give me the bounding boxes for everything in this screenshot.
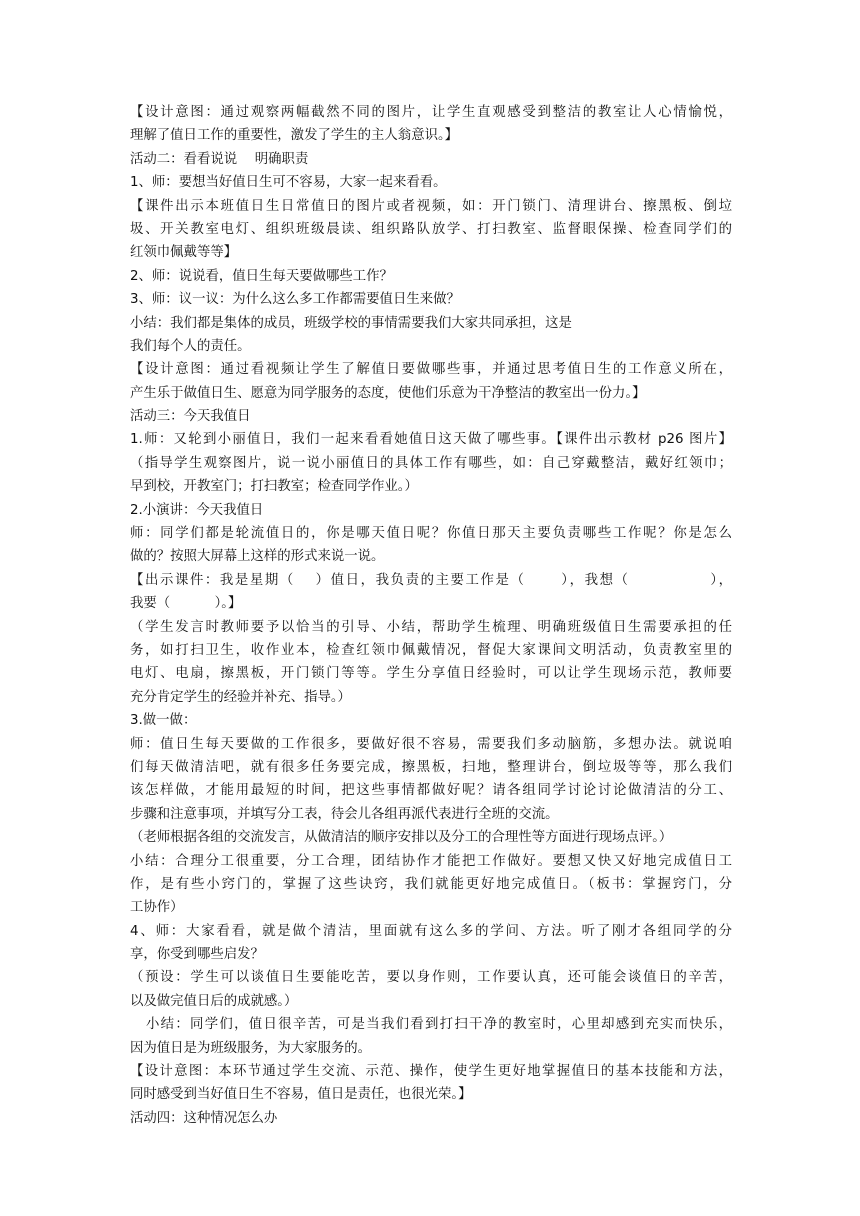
- paragraph-line: 师：同学们都是轮流值日的，你是哪天值日呢？你值日那天主要负责哪些工作呢？你是怎么: [130, 526, 732, 542]
- paragraph-line: 【设计意图：本环节通过学生交流、示范、操作，使学生更好地掌握值日的基本技能和方法，: [130, 1064, 732, 1080]
- paragraph-line: 【课件出示本班值日生日常值日的图片或者视频，如：开门锁门、清理讲台、擦黑板、倒垃: [130, 198, 732, 214]
- paragraph-line: 【设计意图：通过看视频让学生了解值日要做哪些事，并通过思考值日生的工作意义所在，: [130, 362, 732, 378]
- paragraph-line: 我要（ ）。】: [130, 596, 242, 612]
- paragraph-line: （预设：学生可以谈值日生要能吃苦，要以身作则，工作要认真，还可能会谈值日的辛苦，: [130, 970, 732, 986]
- paragraph-line: 早到校，开教室门；打扫教室；检查同学作业。）: [130, 479, 418, 495]
- paragraph-line: 务，如打扫卫生，收作业本，检查红领巾佩戴情况，督促大家课间文明活动，负责教室里的: [130, 642, 732, 658]
- paragraph-line: 我们每个人的责任。: [130, 338, 251, 354]
- document-body: [130, 101, 732, 1130]
- paragraph-line: 做的？按照大屏幕上这样的形式来说一说。: [130, 549, 385, 565]
- paragraph-line: 圾、开关教室电灯、组织班级晨读、组织路队放学、打扫教室、监督眼保操、检查同学们的: [130, 221, 732, 237]
- paragraph-line: 3.做一做：: [130, 713, 197, 729]
- paragraph-line: 小结：合理分工很重要，分工合理，团结协作才能把工作做好。要想又快又好地完成值日工: [130, 853, 732, 869]
- paragraph-line: 2.小演讲：今天我值日: [130, 502, 264, 518]
- paragraph-line: 2、师：说说看，值日生每天要做哪些工作？: [130, 268, 393, 284]
- paragraph-line: 步骤和注意事项，并填写分工表，待会儿各组再派代表进行全班的交流。: [130, 806, 559, 822]
- paragraph-line: 师：值日生每天要做的工作很多，要做好很不容易，需要我们多动脑筋，多想办法。就说咱: [130, 736, 732, 752]
- paragraph-line: 同时感受到当好值日生不容易，值日是责任，也很光荣。】: [130, 1087, 472, 1103]
- paragraph-line: 小结：同学们，值日很辛苦，可是当我们看到打扫干净的教室时，心里却感到充实而快乐，: [146, 1017, 732, 1033]
- paragraph-line: 该怎样做，才能用最短的时间，把这些事情都做好呢？请各组同学讨论讨论做清洁的分工、: [130, 783, 732, 799]
- paragraph-line: 红领巾佩戴等等】: [130, 245, 238, 261]
- paragraph-line: 因为值日是为班级服务，为大家服务的。: [130, 1040, 372, 1056]
- paragraph-line: 充分肯定学生的经验并补充、指导。）: [130, 689, 351, 705]
- paragraph-line: 产生乐于做值日生、愿意为同学服务的态度，使他们乐意为干净整洁的教室出一份力。】: [130, 385, 646, 401]
- paragraph-line: 电灯、电扇，擦黑板，开门锁门等等。学生分享值日经验时，可以让学生现场示范，教师要: [130, 666, 732, 682]
- section-heading: 活动四：这种情况怎么办: [130, 1110, 278, 1126]
- paragraph-line: 作，是有些小窍门的，掌握了这些诀窍，我们就能更好地完成值日。（板书：掌握窍门，分: [130, 876, 732, 892]
- paragraph-line: 【出示课件：我是星期（ ）值日，我负责的主要工作是（ ），我想（ ），: [130, 572, 732, 588]
- paragraph-line: 4、师：大家看看，就是做个清洁，里面就有这么多的学问、方法。听了刚才各组同学的分: [130, 923, 732, 939]
- paragraph-line: 工协作）: [130, 900, 184, 916]
- paragraph-line: 3、师：议一议：为什么这么多工作都需要值日生来做？: [130, 292, 460, 308]
- section-heading: 活动二：看看说说 明确职责: [130, 151, 309, 167]
- paragraph-line: （老师根据各组的交流发言，从做清洁的顺序安排以及分工的合理性等方面进行现场点评。）: [130, 830, 673, 846]
- paragraph-line: 1、师：要想当好值日生可不容易，大家一起来看看。: [130, 175, 447, 191]
- paragraph-line: （指导学生观察图片，说一说小丽值日的具体工作有哪些，如：自己穿戴整洁，戴好红领巾；: [130, 455, 732, 471]
- paragraph-line: 小结：我们都是集体的成员，班级学校的事情需要我们大家共同承担，这是: [130, 315, 572, 331]
- paragraph-line: 享，你受到哪些启发？: [130, 947, 264, 963]
- paragraph-line: 【设计意图：通过观察两幅截然不同的图片，让学生直观感受到整洁的教室让人心情愉悦，: [130, 105, 732, 120]
- paragraph-line: 理解了值日工作的重要性，激发了学生的主人翁意识。】: [130, 128, 459, 144]
- paragraph-line: （学生发言时教师要予以恰当的引导、小结，帮助学生梳理、明确班级值日生需要承担的任: [130, 619, 732, 635]
- paragraph-line: 1.师：又轮到小丽值日，我们一起来看看她值日这天做了哪些事。【课件出示教材 p26 图片】: [130, 432, 732, 448]
- paragraph-line: 们每天做清洁吧，就有很多任务要完成，擦黑板，扫地，整理讲台，倒垃圾等等，那么我们: [130, 759, 732, 775]
- paragraph-line: 以及做完值日后的成就感。）: [130, 993, 298, 1009]
- section-heading: 活动三：今天我值日: [130, 409, 251, 425]
